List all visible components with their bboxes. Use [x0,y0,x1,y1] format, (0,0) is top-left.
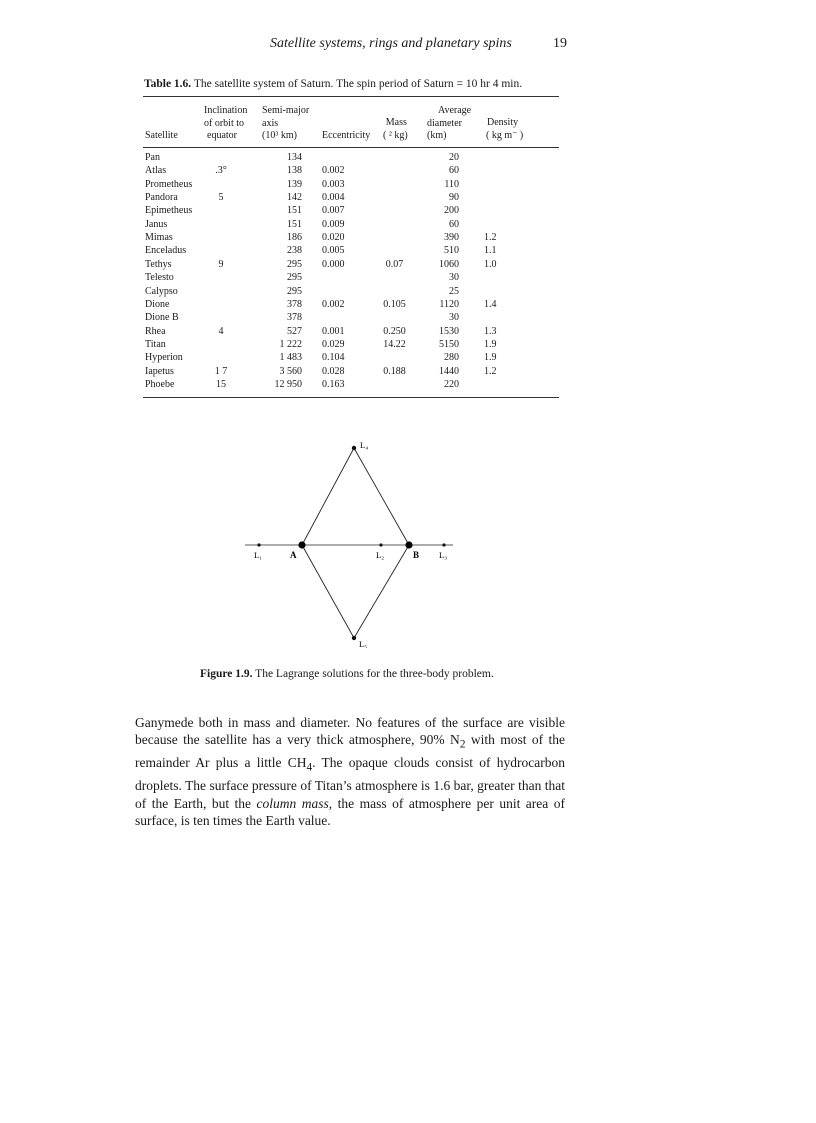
table-cell-name: Hyperion [145,352,183,364]
table-cell-ecc: 0.005 [322,245,345,257]
table-cell-ecc: 0.002 [322,298,345,310]
point-l2 [379,543,382,546]
table-cell-diam: 110 [444,178,459,190]
table-cell-axis: 295 [287,285,302,297]
header-mass: Mass ( ² kg) [383,117,408,141]
table-cell-dens: 1.0 [484,258,497,270]
table-cell-diam: 1120 [439,298,459,310]
edge-l4-b [354,448,409,545]
table-cell-diam: 20 [449,152,459,163]
point-l3 [442,543,445,546]
table-cell-name: Iapetus [145,365,174,377]
table-cell-dens: 1.9 [484,338,497,350]
edge-a-l4 [302,448,354,545]
table-caption-label: Table 1.6. [144,78,192,90]
table-cell-name: Telesto [145,272,174,284]
table-cell-ecc: 0.028 [322,365,345,377]
table-cell-diam: 280 [444,352,459,364]
running-head: Satellite systems, rings and planetary spins [270,36,512,51]
header-eccentricity: Eccentricity [322,130,371,141]
table-cell-name: Atlas [145,165,167,177]
label-l2: L₂ [376,550,385,560]
label-l3: L₃ [439,550,448,560]
table-cell-axis: 295 [287,258,302,270]
table-cell-mass: 0.250 [383,325,406,337]
label-b: B [413,550,420,560]
table-cell-diam: 90 [449,192,459,204]
table-cell-axis: 378 [287,298,302,310]
header-diameter: Average diameter (km) [427,105,472,141]
table-cell-name: Prometheus [145,178,193,190]
table-cell-mass: 14.22 [383,338,406,350]
lagrange-figure [245,436,465,648]
table-cell-name: Calypso [145,285,178,297]
table-cell-diam: 30 [449,272,459,284]
table-cell-axis: 138 [287,165,302,177]
table-cell-ecc: 0.000 [322,258,345,270]
table-cell-incl: 4 [218,325,224,337]
table-cell-name: Rhea [145,325,166,337]
table-cell-diam: 5150 [439,338,459,350]
table-cell-incl: 9 [218,258,224,270]
label-l1: L₁ [254,550,263,560]
header-inclination: Inclination of orbit to equator [204,105,248,141]
table-cell-diam: 200 [444,205,459,217]
label-l4: L₄ [360,440,369,450]
table-top-rule [143,96,559,97]
table-caption-text: The satellite system of Saturn. The spin period of Saturn = 10 hr 4 min. [193,78,523,90]
table-cell-incl: 5 [218,192,224,204]
header-semi-major-axis: Semi-major axis (10³ km) [262,105,310,141]
table-cell-ecc: 0.009 [322,218,345,230]
table-cell-axis: 12 950 [274,378,302,390]
table-cell-name: Titan [145,338,166,350]
table-cell-diam: 510 [444,245,459,257]
table-cell-axis: 151 [287,218,302,230]
table-cell-ecc: 0.020 [322,232,345,244]
table-cell-dens: 1.1 [484,245,497,257]
table-cell-axis: 139 [287,178,302,190]
table-cell-incl: .3° [215,165,227,177]
table-cell-ecc: 0.163 [322,378,345,390]
figure-caption [200,668,494,680]
table-cell-ecc: 0.104 [322,352,345,364]
table-cell-dens: 1.3 [484,325,497,337]
figure-caption-label: Figure 1.9. [200,668,253,680]
table-caption [144,78,522,90]
table-cell-dens: 1.9 [484,352,497,364]
table-cell-diam: 1530 [439,325,459,337]
point-l4 [352,446,356,450]
table-cell-axis: 151 [287,205,302,217]
table-cell-axis: 295 [287,272,302,284]
table-cell-ecc: 0.003 [322,178,345,190]
table-cell-axis: 3 560 [279,365,302,377]
table-cell-axis: 186 [287,232,302,244]
figure-caption-text: The Lagrange solutions for the three-body problem. [255,668,494,680]
edge-a-l5 [302,545,354,638]
table-cell-diam: 220 [444,378,459,390]
table-cell-dens: 1.4 [484,298,497,310]
page-number: 19 [553,36,567,51]
table-cell-dens: 1.2 [484,365,497,377]
table-cell-diam: 60 [449,165,459,177]
header-density: Density ( kg m⁻ ) [486,117,524,141]
table-cell-ecc: 0.007 [322,205,345,217]
table-cell-name: Enceladus [145,245,187,257]
table-cell-name: Janus [145,218,168,230]
table-cell-name: Epimetheus [145,205,193,217]
table-cell-name: Tethys [145,258,172,270]
table-cell-name: Mimas [145,232,173,244]
table-cell-diam: 30 [449,312,459,324]
table-bottom-rule [143,397,559,398]
label-a: A [290,550,297,560]
table-cell-name: Dione B [145,312,179,324]
header-satellite: Satellite [145,130,178,141]
table-cell-name: Pandora [145,192,178,204]
table-cell-ecc: 0.001 [322,325,345,337]
table-cell-diam: 1440 [439,365,459,377]
point-l5 [352,636,356,640]
table-cell-diam: 60 [449,218,459,230]
body-paragraph: Ganymede both in mass and diameter. No features of the surface are visible because the satellite has a very thick atmosphere, 90% $N_2$ with most of the remainder Ar plus a little $CH_4$. The opaque clouds consist of hydrocarbon droplets. The surface pressure of Titan’s atmosphere is 1.6 bar, greater than that of the Earth, but the column mass, the mass of atmosphere per unit area of surface, is ten times the Earth value. [135,715,566,828]
table-cell-incl: 1 7 [214,365,228,377]
point-l1 [257,543,260,546]
label-l5: L₅ [359,639,368,648]
table-cell-ecc: 0.029 [322,338,345,350]
table-cell-ecc: 0.004 [322,192,345,204]
table-cell-diam: 1060 [439,258,459,270]
table-cell-mass: 0.105 [383,298,406,310]
table-cell-axis: 134 [287,152,302,163]
table-cell-axis: 378 [287,312,302,324]
table-cell-axis: 1 222 [279,338,302,350]
table-cell-axis: 1 483 [279,352,302,364]
table-cell-incl: 15 [216,378,226,390]
body-b [405,541,412,548]
table-cell-dens: 1.2 [484,232,497,244]
table-cell-mass: 0.07 [385,258,404,270]
table-cell-name: Pan [145,152,160,163]
table-cell-axis: 142 [287,192,302,204]
table-cell-name: Phoebe [145,378,175,390]
table-cell-diam: 25 [449,285,459,297]
table-cell-ecc: 0.002 [322,165,345,177]
lagrange-diagram [245,436,465,648]
table-cell-name: Dione [145,298,170,310]
table-cell-axis: 238 [287,245,302,257]
table-cell-mass: 0.188 [383,365,406,377]
body-a [298,541,305,548]
table-cell-axis: 527 [287,325,302,337]
table-cell-diam: 390 [444,232,459,244]
table-header-rule [143,147,559,148]
